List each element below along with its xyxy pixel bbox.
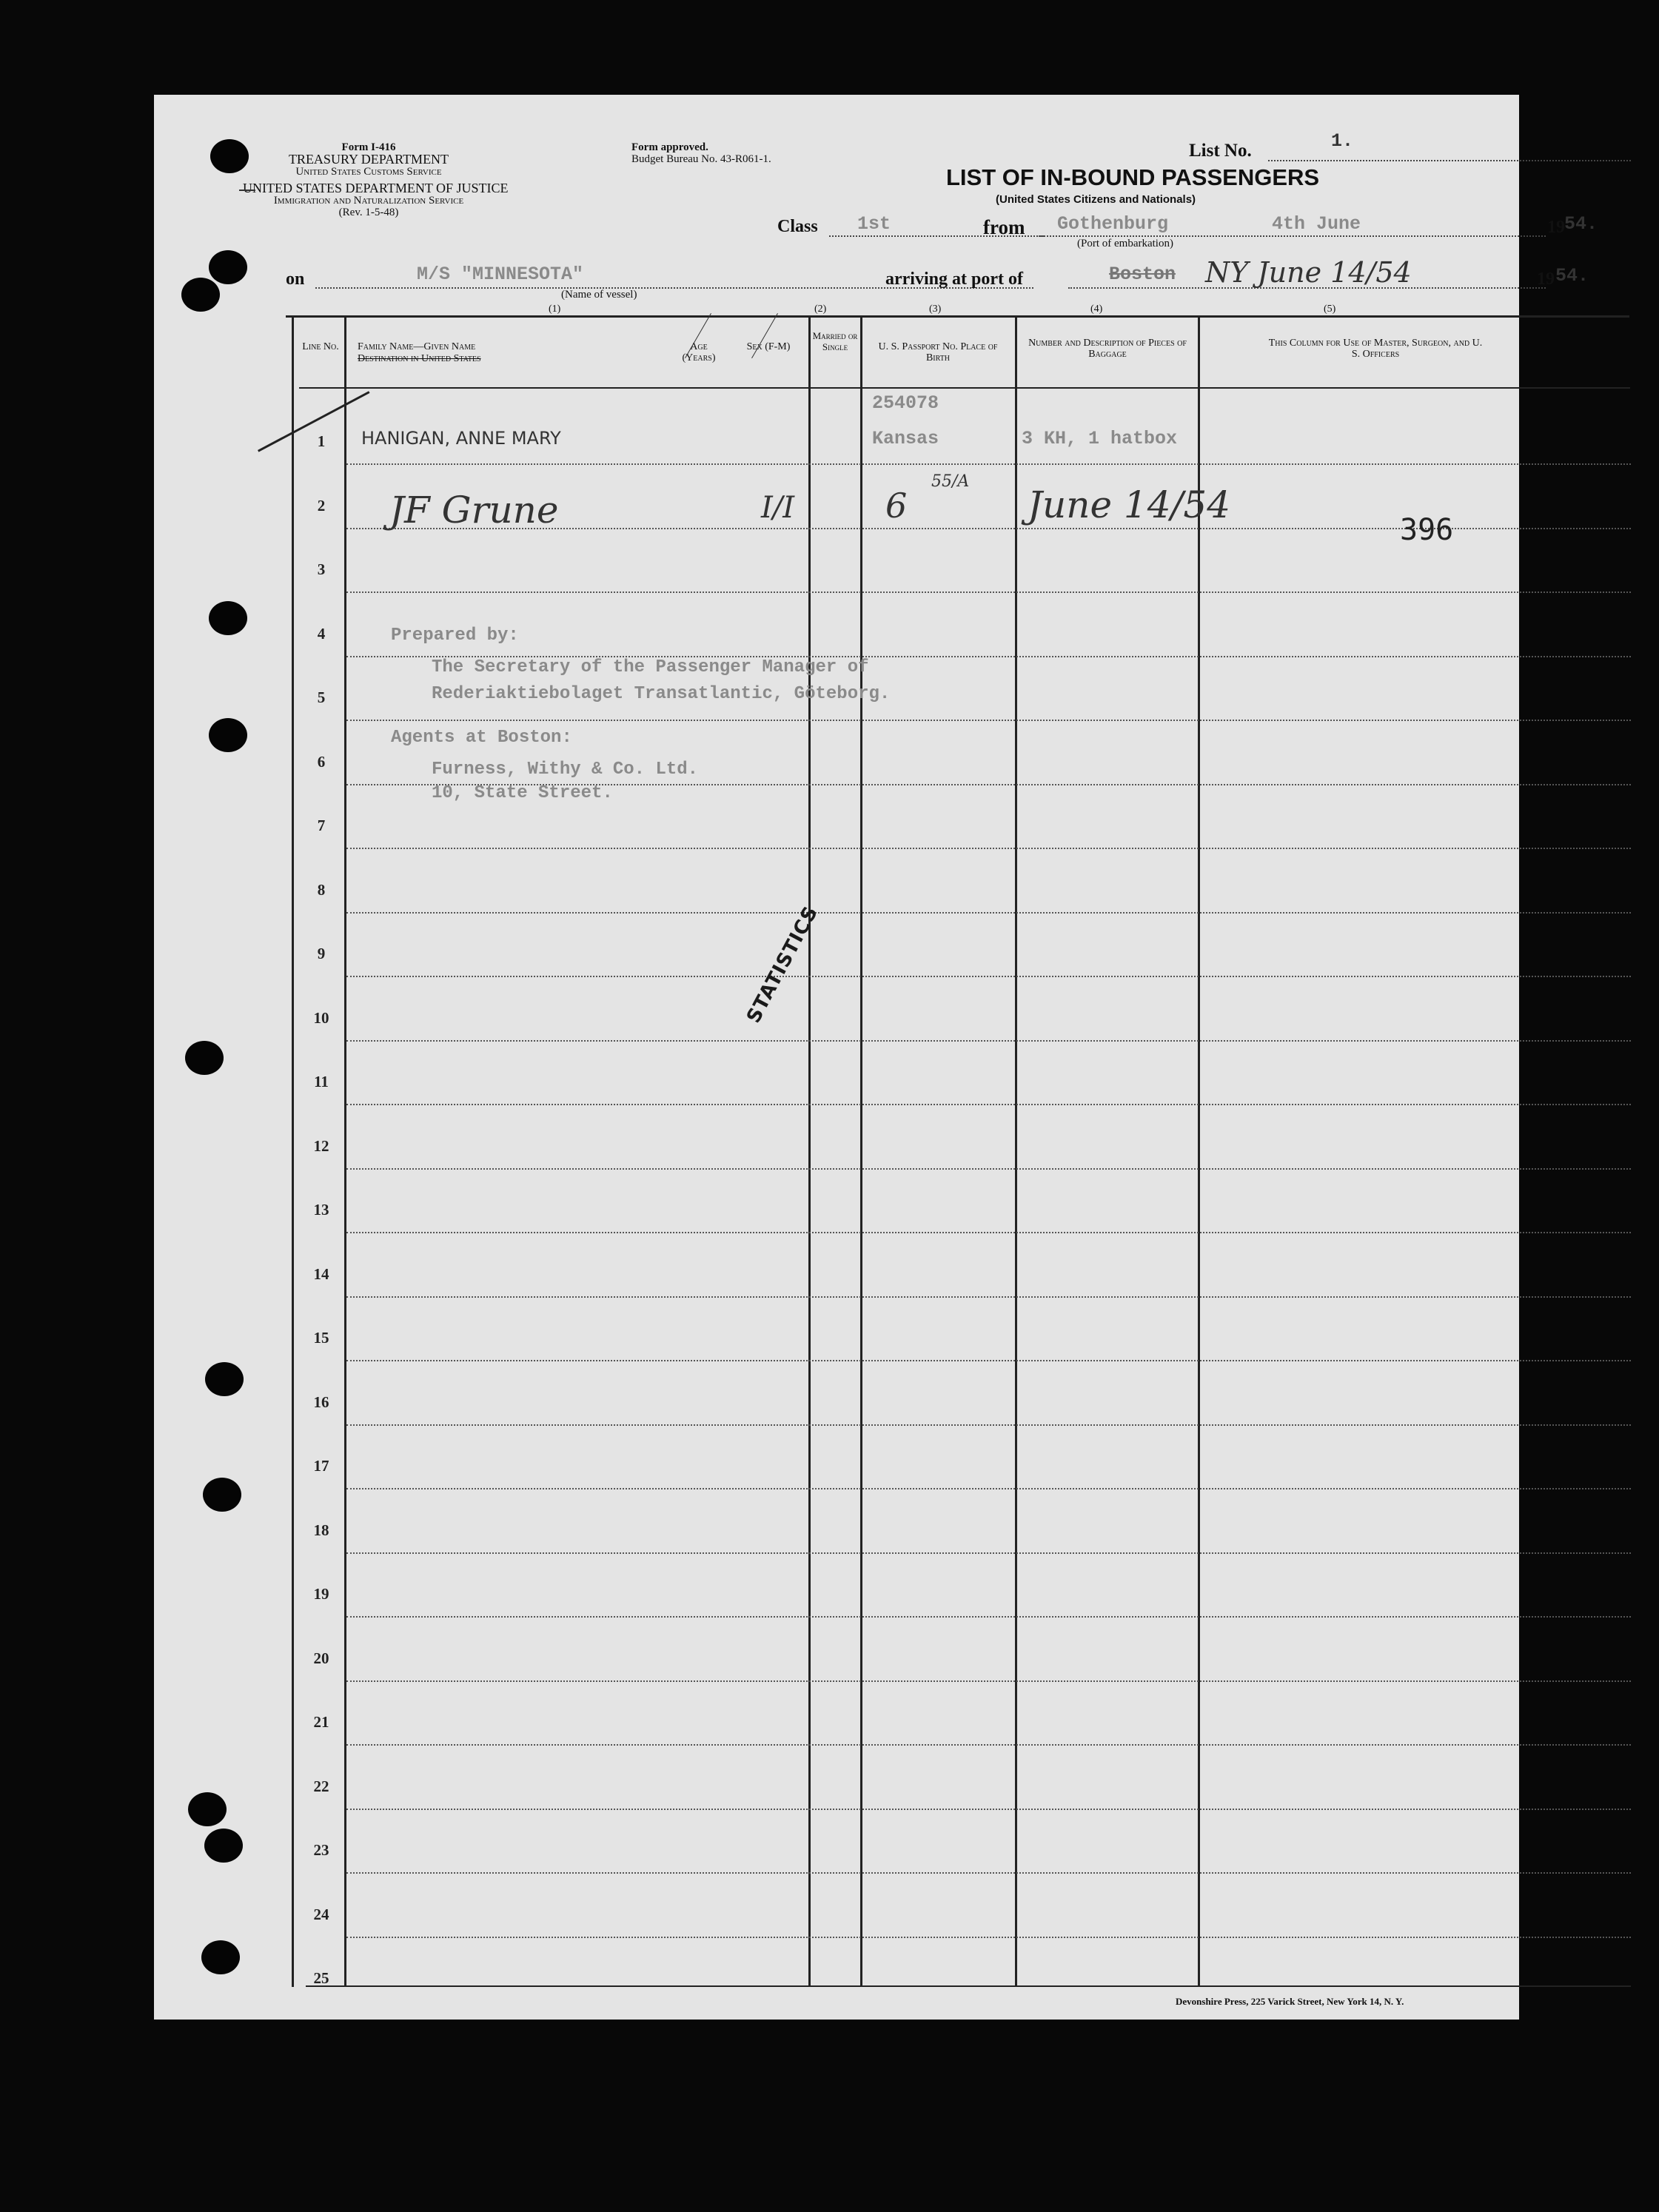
vessel-name: M/S "MINNESOTA" — [417, 264, 584, 285]
hdr-family-name: Family Name—Given Name — [358, 341, 476, 352]
handwritten-six: 6 — [885, 486, 908, 526]
hdr-age: Age (Years) — [682, 341, 716, 363]
line-number: 6 — [317, 752, 326, 771]
class-value: 1st — [857, 213, 891, 235]
line-number: 21 — [313, 1713, 329, 1731]
binder-hole — [210, 139, 249, 173]
passenger-name: HANIGAN, ANNE MARY — [361, 428, 561, 449]
row-line — [346, 912, 1631, 914]
row-line — [346, 1616, 1631, 1618]
handwritten-date: June 14/54 — [1028, 483, 1231, 526]
row-line — [346, 1680, 1631, 1682]
line-number: 5 — [317, 688, 326, 706]
line-number: 16 — [313, 1392, 329, 1411]
binder-hole — [209, 718, 247, 752]
row-line — [346, 1552, 1631, 1554]
hdr-officers: This Column for Use of Master, Surgeon, and U. S. Officers — [1268, 338, 1483, 360]
binder-hole — [205, 1362, 244, 1396]
row-line — [346, 1744, 1631, 1746]
agent-address: 10, State Street. — [432, 783, 613, 803]
embarkation-date: 4th June — [1272, 213, 1361, 235]
line-number: 17 — [313, 1457, 329, 1475]
line-number: 22 — [313, 1777, 329, 1795]
customs-service: United States Customs Service — [295, 166, 442, 178]
binder-hole — [181, 278, 220, 312]
divider-married — [808, 315, 811, 1987]
form-title: LIST OF IN-BOUND PASSENGERS — [946, 164, 1320, 190]
prepared-line-2: Rederiaktiebolaget Transatlantic, Göteborg. — [432, 684, 891, 704]
border-left — [292, 315, 294, 1987]
budget-bureau: Budget Bureau No. 43-R061-1. — [631, 153, 771, 165]
year2-prefix: 19 — [1537, 269, 1555, 289]
binder-hole — [188, 1792, 227, 1826]
year-suffix: 54. — [1564, 213, 1598, 235]
row-line — [346, 1488, 1631, 1489]
line-number: 13 — [313, 1201, 329, 1219]
row-line — [346, 1424, 1631, 1426]
justice-department: UNITED STATES DEPARTMENT OF JUSTICE — [243, 181, 509, 195]
year-prefix: 19 — [1547, 218, 1565, 237]
statistics-stamp: STATISTICS — [743, 902, 823, 1028]
form-subtitle: (United States Citizens and Nationals) — [996, 193, 1196, 206]
line-number: 10 — [313, 1008, 329, 1027]
row-line — [346, 1296, 1631, 1298]
divider-officers — [1198, 315, 1200, 1987]
line-number: 3 — [317, 560, 326, 578]
col-num-1: (1) — [549, 304, 561, 315]
prepared-line-1: The Secretary of the Passenger Manager of — [432, 657, 869, 677]
table-header-border — [299, 387, 1630, 389]
line-number: 20 — [313, 1649, 329, 1667]
handwritten-fraction: 55/A — [931, 472, 970, 491]
port-embark-caption: (Port of embarkation) — [1077, 238, 1173, 249]
line-number: 2 — [317, 496, 326, 515]
row-line — [346, 1168, 1631, 1170]
line-number: 25 — [313, 1969, 329, 1987]
inspector-signature: JF Grune — [389, 489, 559, 532]
divider-passport — [860, 315, 862, 1987]
year2-suffix: 54. — [1555, 265, 1589, 286]
baggage-description: 3 KH, 1 hatbox — [1022, 428, 1178, 449]
line-number: 24 — [313, 1905, 329, 1923]
class-label: Class — [777, 217, 818, 236]
from-line — [1039, 235, 1546, 237]
line-number: 4 — [317, 624, 326, 643]
line-number: 18 — [313, 1521, 329, 1539]
treasury-department: TREASURY DEPARTMENT — [288, 152, 449, 167]
agent-name: Furness, Withy & Co. Ltd. — [432, 760, 699, 780]
agents-label: Agents at Boston: — [391, 728, 572, 748]
list-no-label: List No. — [1189, 141, 1252, 161]
arriving-label: arriving at port of — [885, 269, 1023, 289]
row-line — [346, 976, 1631, 977]
row-line — [346, 1809, 1631, 1810]
line-number: 9 — [317, 945, 326, 962]
from-label: from — [983, 216, 1025, 238]
row-line — [346, 848, 1631, 849]
form-sheet — [154, 95, 1598, 2020]
row-line — [346, 1104, 1631, 1105]
list-no-value: 1. — [1331, 130, 1354, 152]
place-of-birth: Kansas — [872, 428, 939, 449]
table-bottom-border — [306, 1985, 1631, 1987]
hdr-passport: U. S. Passport No. Place of Birth — [878, 341, 998, 363]
binder-hole — [185, 1041, 224, 1075]
line-number: 15 — [313, 1329, 329, 1347]
passport-number: 254078 — [872, 392, 939, 414]
line-number: 7 — [317, 817, 326, 834]
hdr-destination: Destination in United States — [358, 353, 481, 364]
col-num-4: (4) — [1090, 304, 1103, 315]
arriving-port-struck: Boston — [1109, 264, 1176, 285]
binder-hole — [203, 1478, 241, 1512]
line-number: 14 — [313, 1264, 329, 1283]
hdr-sex: Sex (F-M) — [746, 341, 791, 352]
row-line — [346, 1872, 1631, 1874]
col-num-2: (2) — [814, 304, 827, 315]
arriving-port-handwritten: NY June 14/54 — [1205, 256, 1412, 289]
divider-baggage — [1015, 315, 1017, 1987]
line-number: 12 — [313, 1136, 329, 1155]
row-line — [346, 591, 1631, 593]
prepared-by: Prepared by: — [391, 626, 519, 646]
port-of-embarkation: Gothenburg — [1057, 213, 1169, 235]
stamp-number: 396 — [1400, 513, 1454, 547]
table-top-border — [286, 315, 1629, 318]
form-number: Form I-416 — [341, 141, 396, 153]
row-line — [346, 1040, 1631, 1042]
handwritten-mark: I/I — [761, 491, 795, 525]
row-line — [346, 720, 1631, 721]
binder-hole — [209, 601, 247, 635]
binder-hole — [204, 1829, 243, 1863]
revision-date: (Rev. 1-5-48) — [338, 207, 399, 218]
form-approved: Form approved. — [631, 141, 708, 153]
col-num-3: (3) — [929, 304, 942, 315]
row-line — [346, 1232, 1631, 1233]
hdr-line-no: Line No. — [302, 341, 339, 352]
line-number: 11 — [314, 1073, 329, 1090]
line-number: 23 — [313, 1841, 329, 1859]
printer-imprint: Devonshire Press, 225 Varick Street, New York 14, N. Y. — [1176, 1996, 1404, 2007]
hdr-married: Married or Single — [812, 330, 858, 352]
hdr-baggage: Number and Description of Pieces of Baggage — [1028, 338, 1187, 360]
col-num-5: (5) — [1324, 304, 1336, 315]
on-label: on — [286, 269, 305, 289]
row-line — [346, 1360, 1631, 1361]
line-number: 8 — [317, 880, 326, 899]
divider-line-no — [344, 315, 346, 1987]
binder-hole — [201, 1940, 240, 1974]
pen-mark — [239, 190, 255, 191]
line-number: 1 — [317, 432, 326, 450]
row-line — [346, 1937, 1631, 1938]
binder-hole — [209, 250, 247, 284]
list-no-line — [1268, 160, 1631, 161]
line-number: 19 — [313, 1585, 329, 1603]
immigration-service: Immigration and Naturalization Service — [273, 195, 464, 207]
vessel-caption: (Name of vessel) — [561, 289, 637, 301]
row-line — [346, 463, 1631, 465]
